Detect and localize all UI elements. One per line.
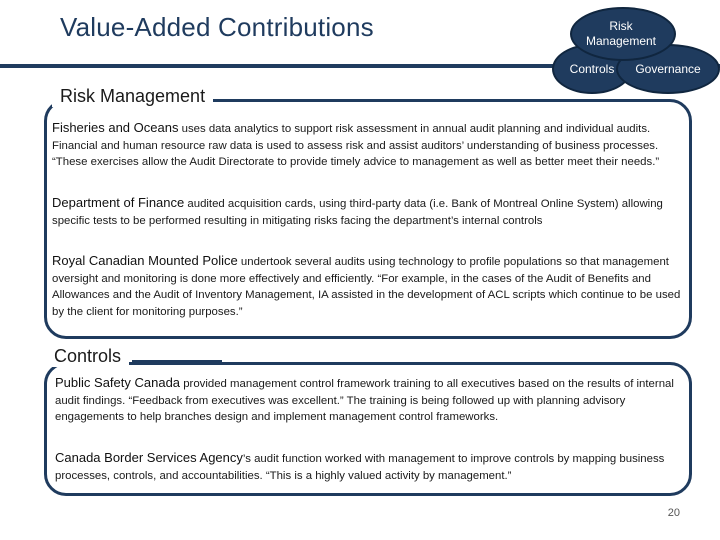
risk-item-text: uses data analytics to support risk assessment in annual audit planning and individual audits. Financial and human resource raw data is used to assess risk and assist auditors’ understanding of business processes. “These exercises allow the Audit Directorate to provide timely advice to management as well as better meet their needs.” (52, 123, 660, 168)
controls-item-org: Canada Border Services Agency (55, 450, 243, 465)
risk-item-finance (52, 195, 684, 229)
page-title: Value-Added Contributions (60, 12, 374, 42)
risk-management-heading: Risk Management (52, 86, 213, 107)
controls-item-text: provided management control framework training to all executives based on the results of internal audit findings. “Feedback from executives was excellent.” The training is being followed up with planning advisory engagements to help branches design and implement management control frameworks. (55, 378, 674, 423)
risk-item-fisheries (52, 120, 684, 171)
risk-heading-line (218, 99, 308, 102)
controls-heading-line (132, 360, 222, 363)
risk-item-org: Department of Finance (52, 195, 185, 210)
risk-item-org: Royal Canadian Mounted Police (52, 253, 238, 268)
diagram-governance-label: Governance (635, 61, 701, 76)
page-number: 20 (667, 507, 680, 519)
controls-item-text: ’s audit function worked with management to improve controls by mapping business processes, controls, and accountabilities. “This is a highly valued activity by management.” (55, 453, 665, 482)
controls-item-cbsa (55, 450, 683, 484)
diagram-controls-label: Controls (569, 61, 615, 76)
risk-item-rcmp (52, 253, 684, 320)
controls-item-org: Public Safety Canada (55, 375, 181, 390)
controls-item-public-safety (55, 375, 683, 426)
risk-item-text: audited acquisition cards, using third-party data (i.e. Bank of Montreal Online System) allowing specific tests to be performed resulting in mitigating risks facing the department’s internal controls (52, 198, 663, 227)
controls-heading: Controls (46, 346, 129, 367)
risk-item-text: undertook several audits using technology to profile populations so that management oversight and monitoring is done more effectively and efficiently. “For example, in the cases of the Audit of Benefits and Allowances and the Audit of Inventory Management, IA assisted in the development of ACL scripts which continue to be used by the client for monitoring purposes.” (52, 256, 681, 318)
diagram-circle-risk (570, 7, 676, 61)
diagram-risk-label: Risk Management (585, 19, 657, 48)
risk-item-org: Fisheries and Oceans (52, 120, 179, 135)
